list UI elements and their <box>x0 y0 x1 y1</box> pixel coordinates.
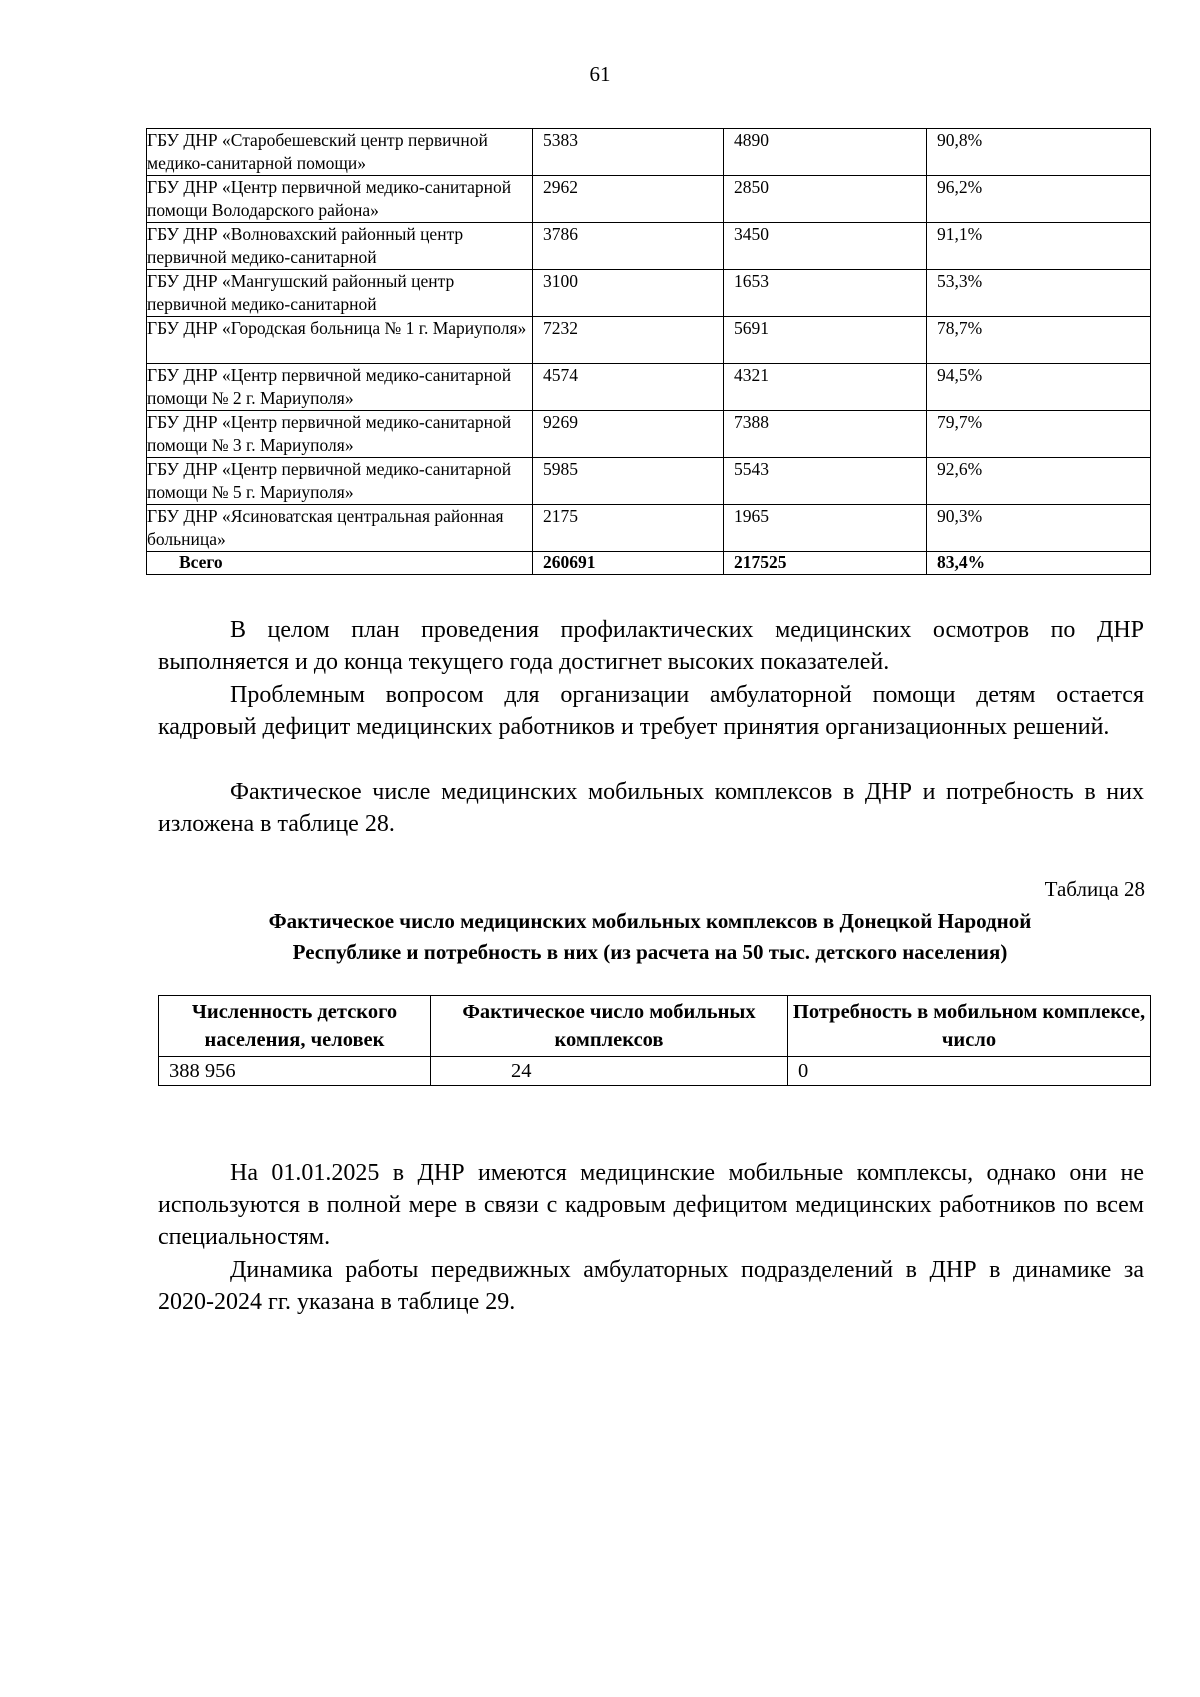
value-actual: 1653 <box>724 270 927 317</box>
need-cell: 0 <box>788 1057 1151 1086</box>
total-percent: 83,4% <box>927 552 1151 575</box>
value-planned: 5383 <box>533 129 724 176</box>
page-number: 61 <box>589 62 611 86</box>
value-planned: 7232 <box>533 317 724 364</box>
table-title-line: Фактическое число медицинских мобильных комплексов в Донецкой Народной <box>268 909 1032 933</box>
paragraph: Динамика работы передвижных амбулаторных подразделений в ДНР в динамике за 2020-2024 гг. указана в таблице 29. <box>158 1257 1144 1315</box>
value-percent: 91,1% <box>927 223 1151 270</box>
paragraph: Проблемным вопросом для организации амбулаторной помощи детям остается кадровый дефицит медицинских работников и требует принятия организационных решений. <box>158 682 1144 740</box>
value-actual: 2850 <box>724 176 927 223</box>
value-planned: 3786 <box>533 223 724 270</box>
table-row <box>147 364 1151 411</box>
value-percent: 79,7% <box>927 411 1151 458</box>
total-planned: 260691 <box>533 552 724 575</box>
paragraph: На 01.01.2025 в ДНР имеются медицинские мобильные комплексы, однако они не используются в полной мере в связи с кадровым дефицитом медицинских работников по всем специальностям. <box>158 1160 1144 1250</box>
table-row <box>147 317 1151 364</box>
value-percent: 96,2% <box>927 176 1151 223</box>
table-row <box>147 129 1151 176</box>
institution-name: ГБУ ДНР «Городская больница № 1 г. Мариуполя» <box>147 317 533 364</box>
table-row <box>147 458 1151 505</box>
value-percent: 92,6% <box>927 458 1151 505</box>
value-planned: 2962 <box>533 176 724 223</box>
value-actual: 4890 <box>724 129 927 176</box>
institution-name: ГБУ ДНР «Волновахский районный центр первичной медико-санитарной <box>147 223 533 270</box>
institution-name: ГБУ ДНР «Центр первичной медико-санитарной помощи № 3 г. Мариуполя» <box>147 411 533 458</box>
table-row <box>159 1057 1151 1086</box>
value-percent: 90,8% <box>927 129 1151 176</box>
total-actual: 217525 <box>724 552 927 575</box>
mobile-complexes-table <box>158 995 1151 1086</box>
value-planned: 9269 <box>533 411 724 458</box>
table-row <box>147 505 1151 552</box>
institutions-table <box>146 128 1151 575</box>
value-percent: 90,3% <box>927 505 1151 552</box>
column-header: Численность детского населения, человек <box>159 996 431 1057</box>
table-header-row <box>159 996 1151 1057</box>
value-actual: 5691 <box>724 317 927 364</box>
table-row <box>147 411 1151 458</box>
value-percent: 53,3% <box>927 270 1151 317</box>
value-percent: 78,7% <box>927 317 1151 364</box>
value-actual: 1965 <box>724 505 927 552</box>
value-actual: 7388 <box>724 411 927 458</box>
institution-name: ГБУ ДНР «Старобешевский центр первичной медико-санитарной помощи» <box>147 129 533 176</box>
actual-complexes-cell: 24 <box>431 1057 788 1086</box>
column-header: Потребность в мобильном комплексе, число <box>788 996 1151 1057</box>
table-row <box>147 270 1151 317</box>
paragraph: В целом план проведения профилактических медицинских осмотров по ДНР выполняется и до конца текущего года достигнет высоких показателей. <box>158 617 1144 675</box>
value-percent: 94,5% <box>927 364 1151 411</box>
table-row <box>147 223 1151 270</box>
value-planned: 2175 <box>533 505 724 552</box>
institution-name: ГБУ ДНР «Ясиноватская центральная районная больница» <box>147 505 533 552</box>
table-caption-title <box>150 906 1150 968</box>
total-label: Всего <box>147 552 533 575</box>
paragraph: Фактическое числе медицинских мобильных комплексов в ДНР и потребность в них изложена в таблице 28. <box>158 779 1144 837</box>
value-planned: 5985 <box>533 458 724 505</box>
column-header: Фактическое число мобильных комплексов <box>431 996 788 1057</box>
institution-name: ГБУ ДНР «Центр первичной медико-санитарной помощи № 2 г. Мариуполя» <box>147 364 533 411</box>
value-actual: 3450 <box>724 223 927 270</box>
value-planned: 3100 <box>533 270 724 317</box>
institution-name: ГБУ ДНР «Центр первичной медико-санитарной помощи № 5 г. Мариуполя» <box>147 458 533 505</box>
institution-name: ГБУ ДНР «Мангушский районный центр первичной медико-санитарной <box>147 270 533 317</box>
table-row <box>147 176 1151 223</box>
table-caption-number: Таблица 28 <box>1044 877 1145 901</box>
children-population-cell: 388 956 <box>159 1057 431 1086</box>
table-total-row <box>147 552 1151 575</box>
value-planned: 4574 <box>533 364 724 411</box>
institution-name: ГБУ ДНР «Центр первичной медико-санитарной помощи Володарского района» <box>147 176 533 223</box>
value-actual: 4321 <box>724 364 927 411</box>
value-actual: 5543 <box>724 458 927 505</box>
table-title-line: Республике и потребность в них (из расчета на 50 тыс. детского населения) <box>292 940 1008 964</box>
